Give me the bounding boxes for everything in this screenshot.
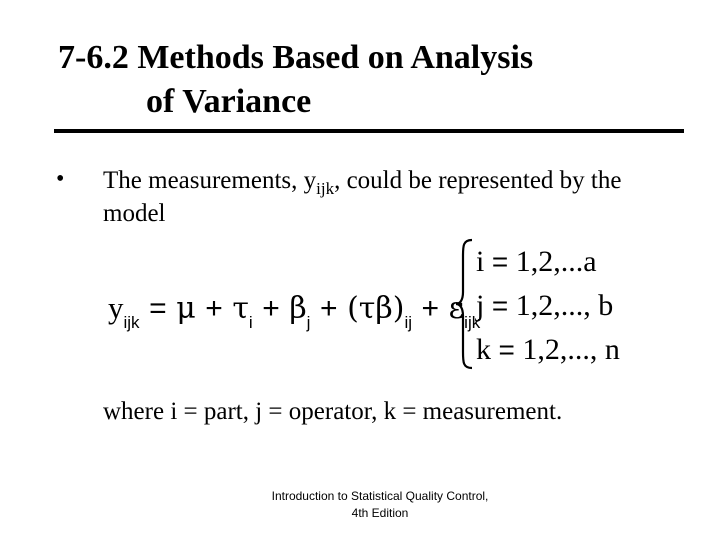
bullet-marker: • bbox=[56, 166, 65, 192]
footer-line-2: 4th Edition bbox=[351, 506, 409, 520]
eq-tau-subscript: i bbox=[248, 313, 253, 332]
bullet-text-subscript: ijk bbox=[316, 179, 335, 198]
slide-title bbox=[58, 36, 698, 124]
eq-beta-subscript: j bbox=[306, 313, 311, 332]
bullet-text-after: , could be represented by the model bbox=[103, 167, 622, 227]
eq-beta: β bbox=[289, 291, 307, 326]
index-equals: = bbox=[498, 334, 515, 365]
where-definition: where i = part, j = operator, k = measurement. bbox=[103, 398, 563, 425]
footer-line-1: Introduction to Statistical Quality Control, bbox=[271, 489, 489, 503]
bullet-text bbox=[103, 164, 663, 230]
index-equals: = bbox=[491, 246, 509, 277]
eq-y: y bbox=[108, 290, 124, 325]
slide-title-line-2: of Variance bbox=[146, 83, 312, 120]
index-range-row bbox=[476, 328, 620, 372]
index-var: j bbox=[476, 289, 485, 322]
index-range: 1,2,..., b bbox=[515, 289, 614, 322]
eq-equals: = bbox=[149, 292, 167, 325]
eq-epsilon: ε bbox=[448, 291, 465, 326]
model-equation bbox=[108, 286, 480, 330]
index-var: i bbox=[476, 245, 485, 278]
eq-plus-1: + bbox=[205, 292, 223, 325]
eq-mu: μ bbox=[176, 291, 196, 326]
slide-title-line-1: 7-6.2 Methods Based on Analysis bbox=[58, 39, 534, 76]
title-divider bbox=[54, 129, 684, 133]
index-range: 1,2,..., n bbox=[522, 333, 620, 366]
eq-y-subscript: ijk bbox=[123, 313, 140, 332]
index-range: 1,2,...a bbox=[515, 245, 597, 278]
index-ranges bbox=[476, 240, 620, 372]
index-range-row bbox=[476, 284, 620, 328]
eq-epsilon-subscript: ijk bbox=[464, 313, 481, 332]
bullet-text-before: The measurements, y bbox=[103, 167, 317, 194]
eq-interaction: (τβ) bbox=[347, 291, 405, 326]
eq-interaction-subscript: ij bbox=[404, 313, 412, 332]
left-brace-icon bbox=[454, 238, 476, 370]
eq-plus-2: + bbox=[262, 292, 280, 325]
index-equals: = bbox=[491, 290, 509, 321]
eq-plus-4: + bbox=[421, 292, 440, 325]
index-var: k bbox=[476, 333, 491, 366]
index-range-row bbox=[476, 240, 620, 284]
eq-plus-3: + bbox=[320, 292, 338, 325]
eq-tau: τ bbox=[232, 291, 249, 326]
footer-citation bbox=[230, 488, 530, 522]
